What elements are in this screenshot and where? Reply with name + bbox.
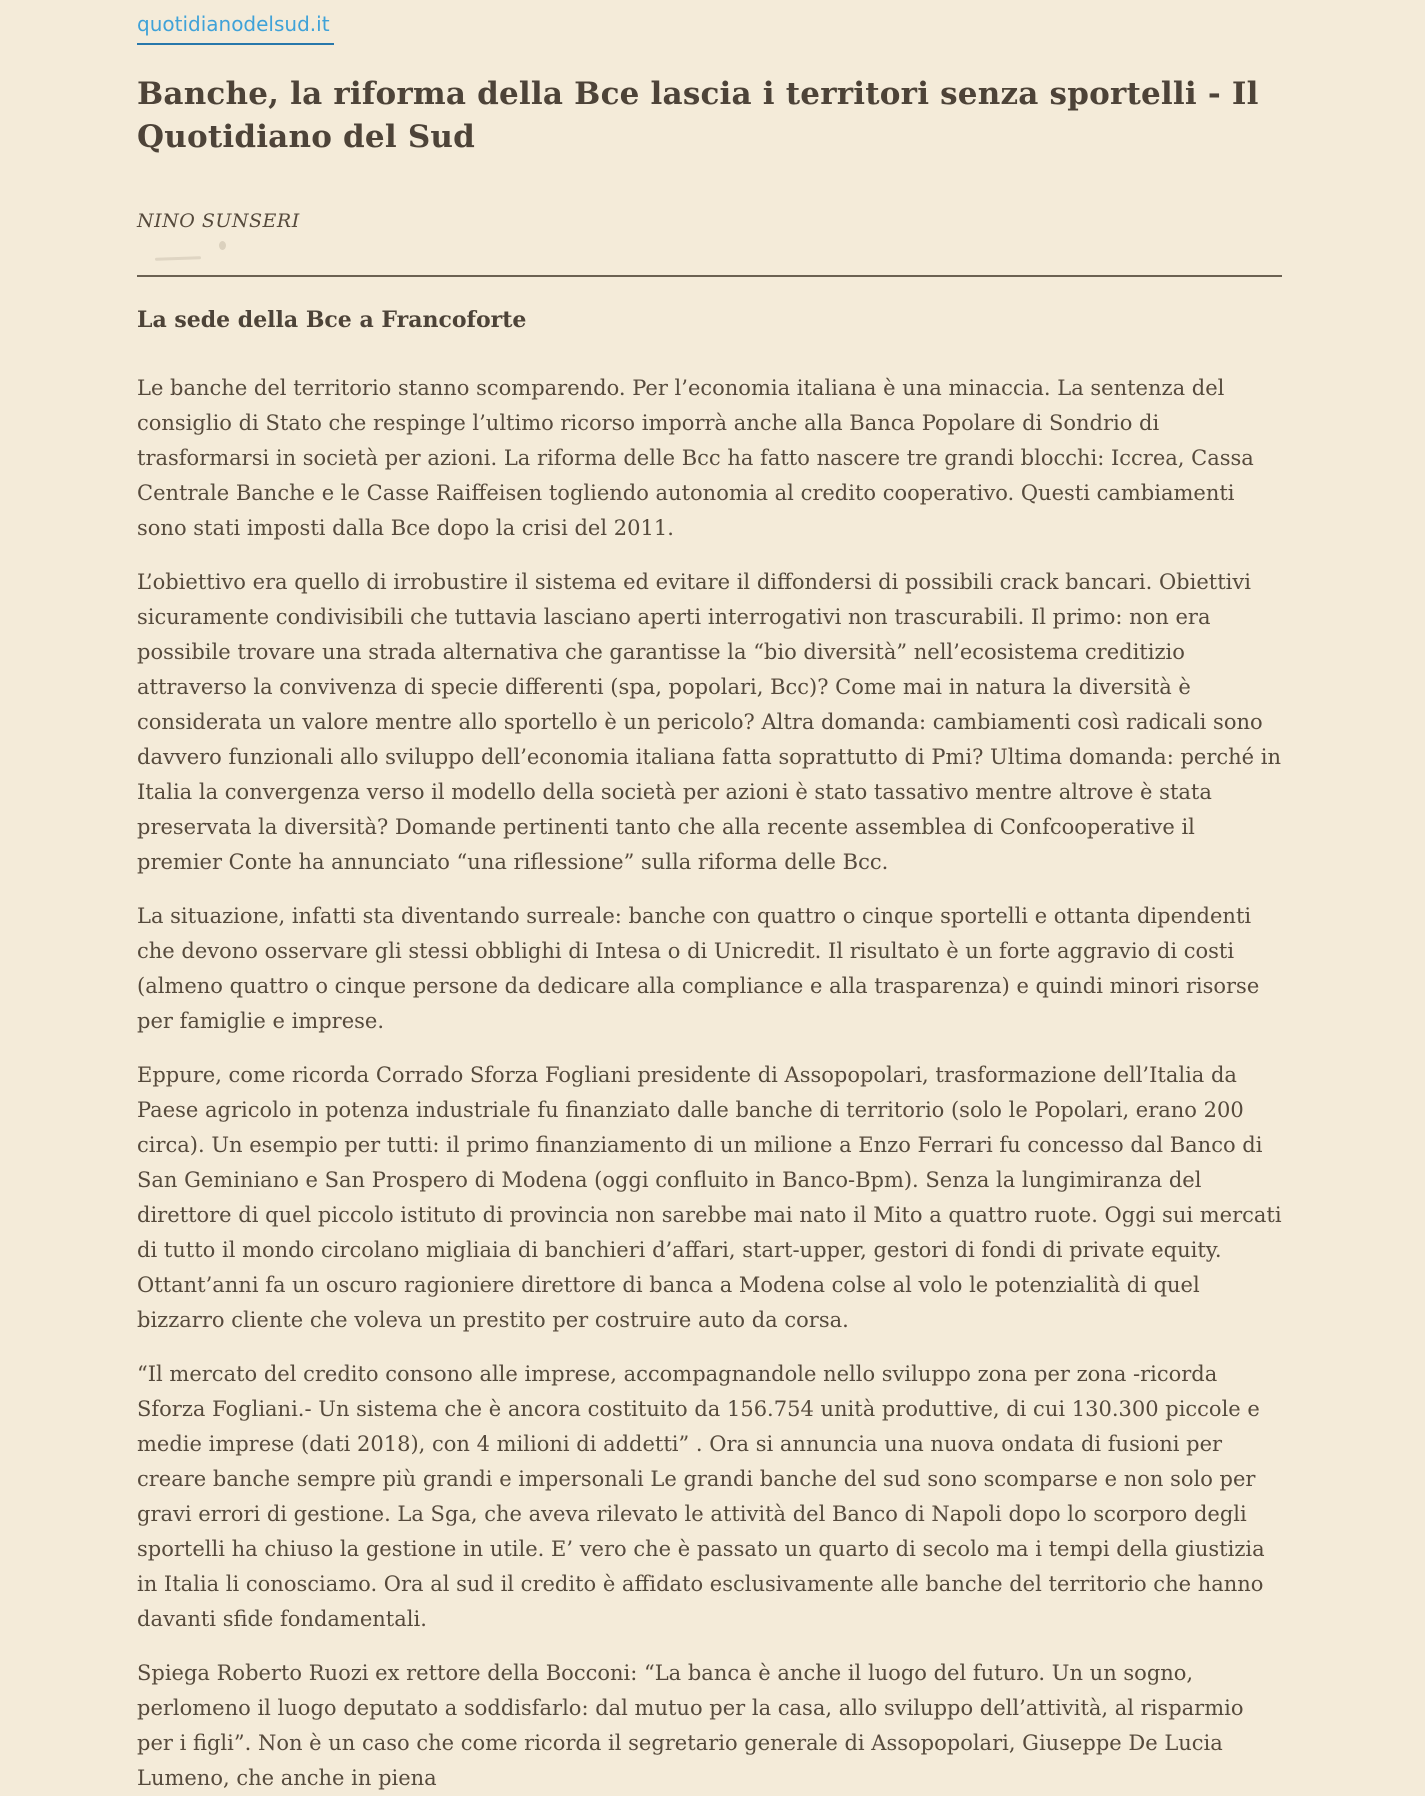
article-paragraph: Spiega Roberto Ruozi ex rettore della Bocconi: “La banca è anche il luogo del futuro. Un un sogno, perlomeno il luogo deputato a soddisfarlo: dal mutuo per la casa, allo sviluppo dell’attività, al risparmio per i figli”. Non è un caso che come ricorda il segretario generale di Assopopolari, Giuseppe De Lucia Lumeno, che anche in piena (137, 1661, 1244, 1790)
article-paragraph: Le banche del territorio stanno scomparendo. Per l’economia italiana è una minaccia. La sentenza del consiglio di Stato che respinge l’ultimo ricorso imporrà anche alla Banca Popolare di Sondrio di trasformarsi in società per azioni. La riforma delle Bcc ha fatto nascere tre grandi blocchi: Iccrea, Cassa Centrale Banche e le Casse Raiffeisen togliendo autonomia al credito cooperativo. Questi cambiamenti sono stati imposti dalla Bce dopo la crisi del 2011. (137, 376, 1254, 540)
article-paragraph: La situazione, infatti sta diventando surreale: banche con quattro o cinque sportelli e ottanta dipendenti che devono osservare gli stessi obblighi di Intesa o di Unicredit. Il risultato è un forte aggravio di costi (almeno quattro o cinque persone da dedicare alla compliance e alla trasparenza) e quindi minori risorse per famiglie e imprese. (137, 904, 1260, 1033)
image-caption: La sede della Bce a Francoforte (137, 307, 527, 333)
faded-smudge-icon (155, 256, 201, 261)
divider-rule (137, 275, 1282, 277)
site-link[interactable]: quotidianodelsud.it (137, 12, 334, 45)
article-paragraph: L’obiettivo era quello di irrobustire il sistema ed evitare il diffondersi di possibili crack bancari. Obiettivi sicuramente condivisibili che tuttavia lasciano aperti interrogativi non trascurabili. Il primo: non era possibile trovare una strada alternativa che garantisse la “bio diversità” nell’ecosistema creditizio attraverso la convivenza di specie differenti (spa, popolari, Bcc)? Come mai in natura la diversità è considerata un valore mentre allo sportello è un pericolo? Altra domanda: cambiamenti così radicali sono davvero funzionali allo sviluppo dell’economia italiana fatta soprattutto di Pmi? Ultima domanda: perché in Italia la convergenza verso il modello della società per azioni è stato tassativo mentre altrove è stata preservata la diversità? Domande pertinenti tanto che alla recente assemblea di Confcooperative il premier Conte ha annunciato “una riflessione” sulla riforma delle Bcc. (137, 570, 1281, 874)
faded-smudge-icon (219, 241, 226, 250)
faded-artifacts (137, 239, 1282, 269)
article-paragraph: Eppure, come ricorda Corrado Sforza Fogliani presidente di Assopopolari, trasformazione dell’Italia da Paese agricolo in potenza industriale fu finanziato dalle banche di territorio (solo le Popolari, erano 200 circa). Un esempio per tutti: il primo finanziamento di un milione a Enzo Ferrari fu concesso dal Banco di San Geminiano e San Prospero di Modena (oggi confluito in Banco-Bpm). Senza la lungimiranza del direttore di quel piccolo istituto di provincia non sarebbe mai nato il Mito a quattro ruote. Oggi sui mercati di tutto il mondo circolano migliaia di banchieri d’affari, start-upper, gestori di fondi di private equity. Ottant’anni fa un oscuro ragioniere direttore di banca a Modena colse al volo le potenzialità di quel bizzarro cliente che voleva un prestito per costruire auto da corsa. (137, 1063, 1282, 1332)
author-byline: NINO SUNSERI (137, 210, 300, 232)
article-title: Banche, la riforma della Bce lascia i territori senza sportelli - Il Quotidiano del Sud (137, 76, 1259, 155)
article-paragraph: “Il mercato del credito consono alle imprese, accompagnandole nello sviluppo zona per zona -ricorda Sforza Fogliani.- Un sistema che è ancora costituito da 156.754 unità produttive, di cui 130.300 piccole e medie imprese (dati 2018), con 4 milioni di addetti” . Ora si annuncia una nuova ondata di fusioni per creare banche sempre più grandi e impersonali Le grandi banche del sud sono scomparse e non solo per gravi errori di gestione. La Sga, che aveva rilevato le attività del Banco di Napoli dopo lo scorporo degli sportelli ha chiuso la gestione in utile. E’ vero che è passato un quarto di secolo ma i tempi della giustizia in Italia li conosciamo. Ora al sud il credito è affidato esclusivamente alle banche del territorio che hanno davanti sfide fondamentali. (137, 1362, 1265, 1631)
article-body (137, 371, 1282, 1796)
